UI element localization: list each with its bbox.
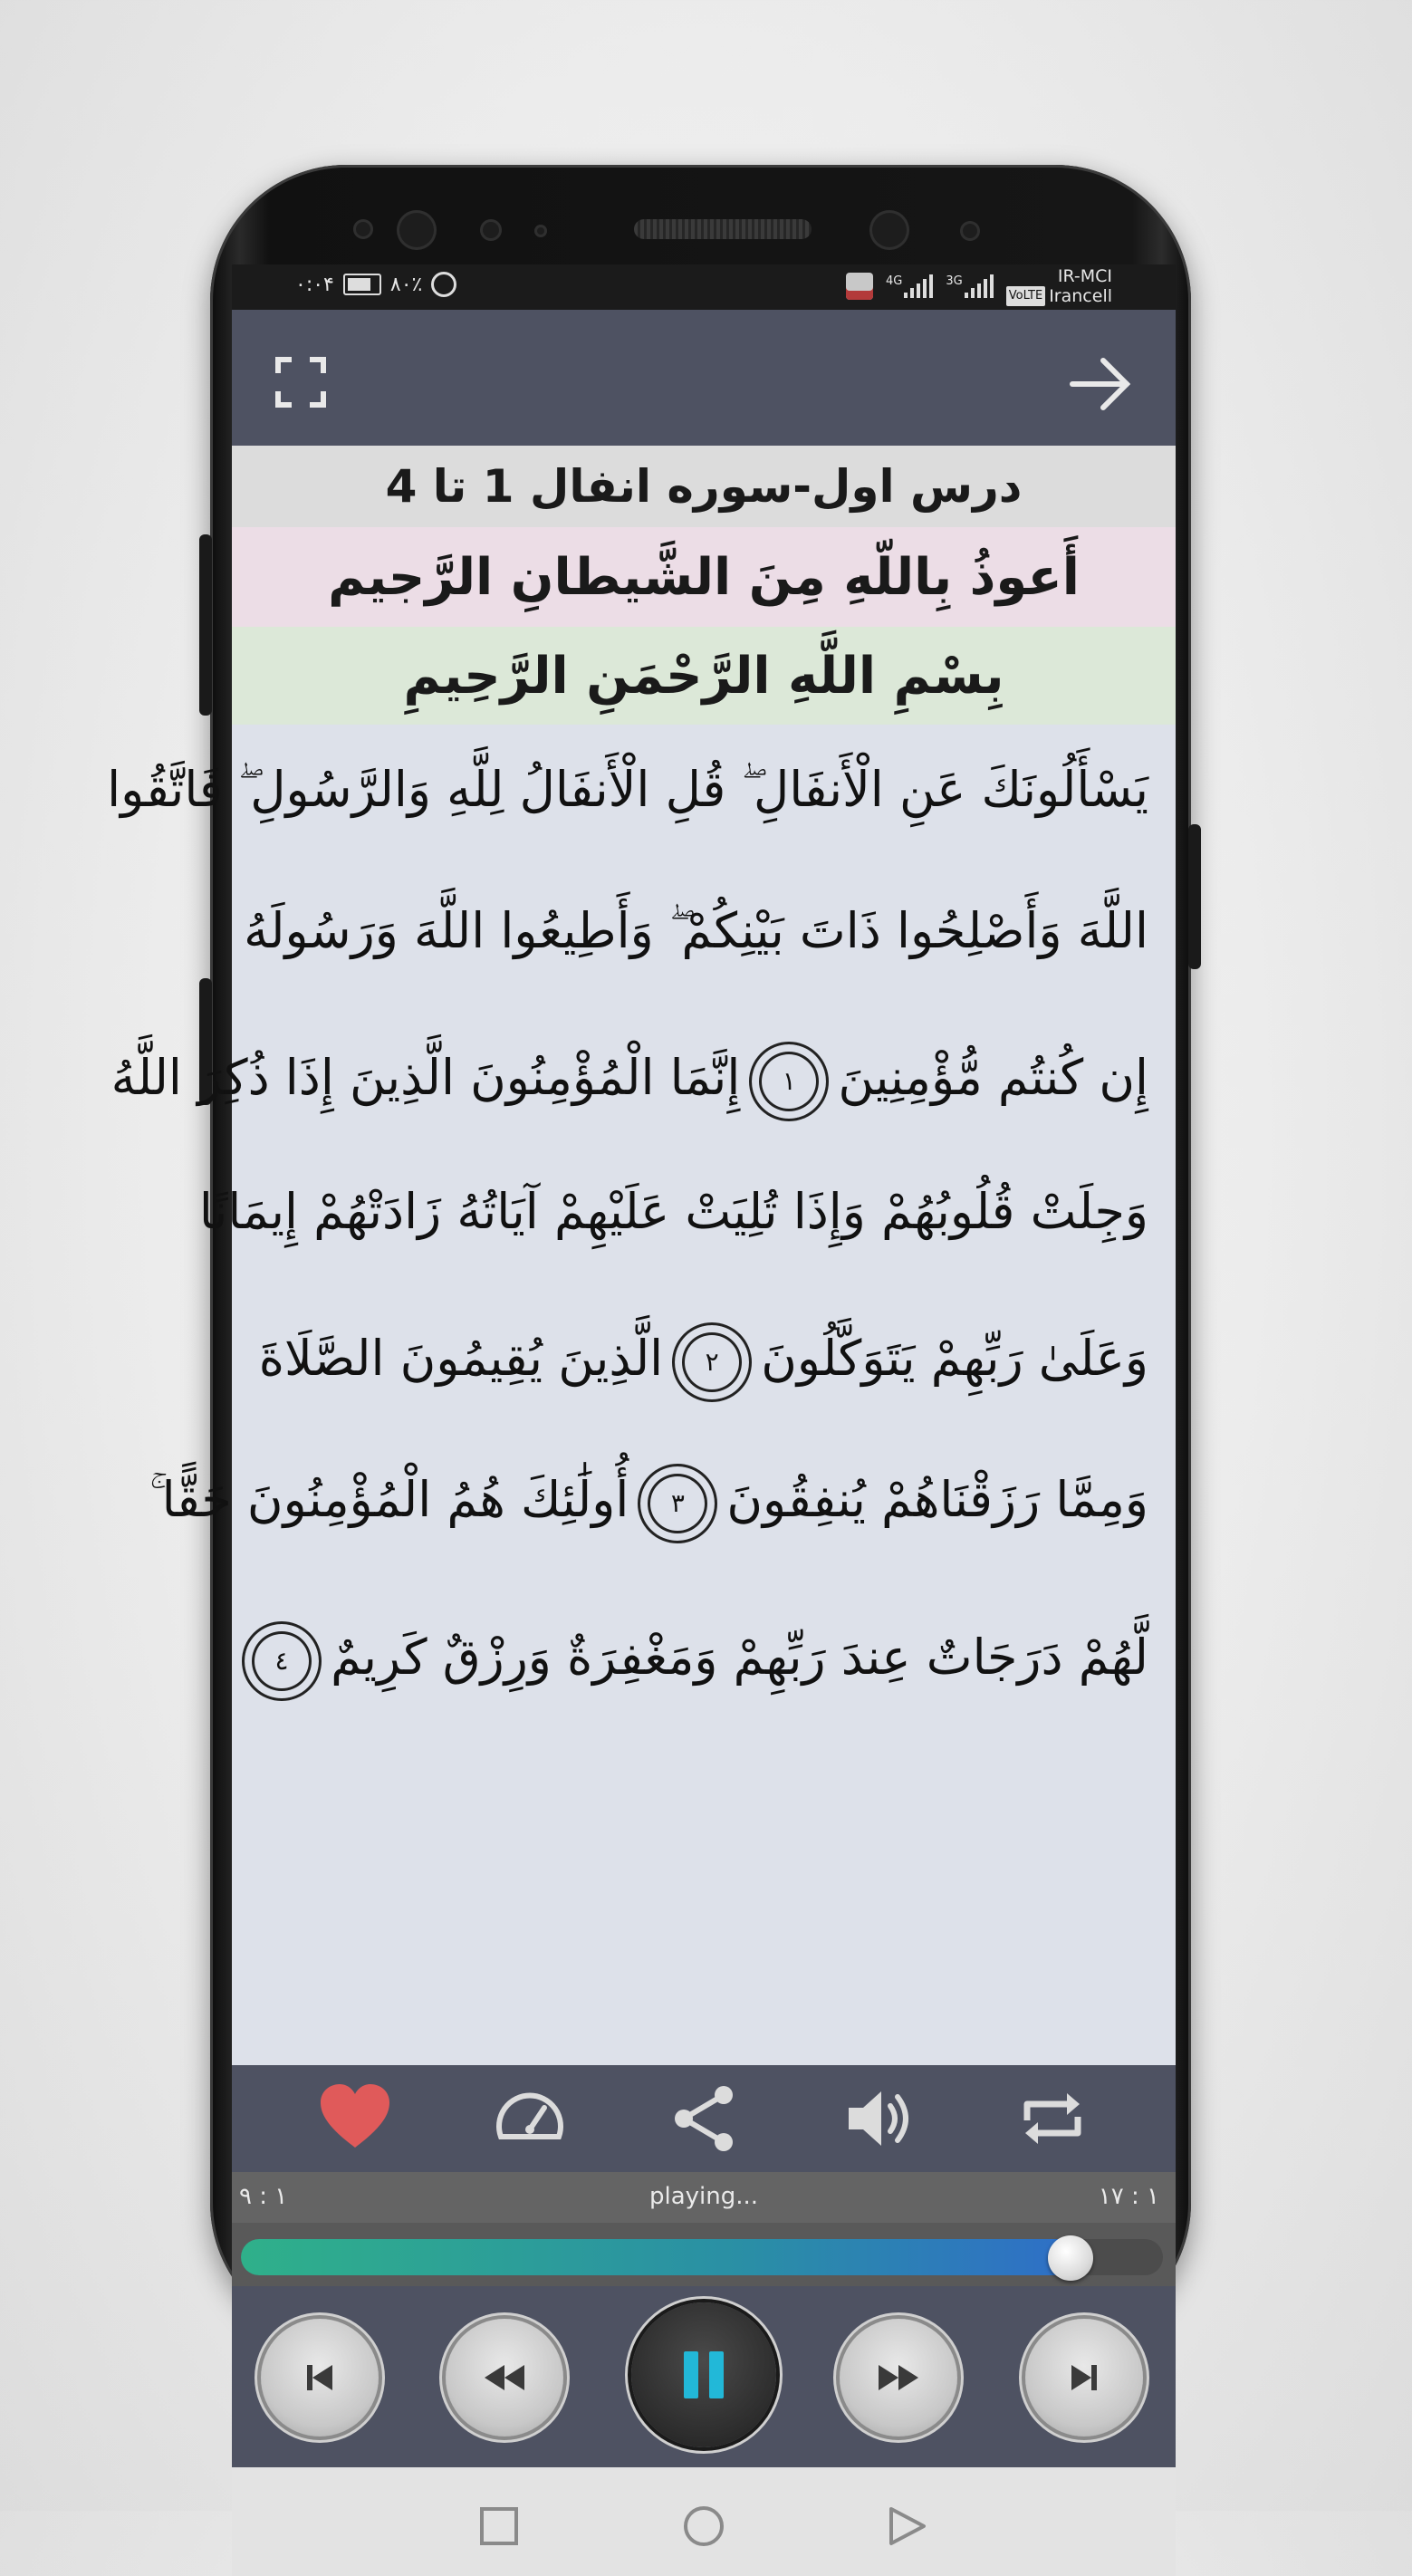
signal-3g [946,274,993,298]
top-toolbar [232,310,1176,446]
player-controls [232,2286,1176,2467]
ayah-marker: ٢ [672,1322,752,1402]
pause-button[interactable] [631,2302,776,2447]
android-nav-bar [232,2467,1176,2576]
progress-thumb[interactable] [1048,2235,1093,2281]
elapsed-time: ١ : ٩ [239,2183,288,2210]
sensor-dot [353,219,373,239]
signal-bars-icon [965,274,994,298]
timeline [232,2172,1176,2223]
network-4g-label: 4G [886,274,903,288]
status-bar [232,264,1176,310]
progress-track[interactable] [241,2239,1163,2275]
status-left [295,272,456,297]
verse-line [259,1621,1148,1703]
power-button [1188,824,1201,969]
verse-text: وَمِمَّا رَزَقْنَاهُمْ يُنفِقُونَ [726,1471,1148,1528]
ayah-marker: ١ [749,1042,829,1121]
signal-4g [886,274,933,298]
volte-badge: VoLTE [1006,286,1045,306]
basmala: بِسْمِ اللَّهِ الرَّحْمَنِ الرَّحِيمِ [232,627,1176,725]
skip-previous-icon [300,2358,340,2398]
repeat-icon[interactable] [1014,2081,1090,2157]
signal-bars-icon [904,274,933,298]
share-icon[interactable] [666,2081,742,2157]
carrier-top: IR-MCI [1057,266,1112,286]
verse-line [149,1464,1148,1545]
battery-percent: ۸۰٪ [389,273,423,296]
progress-fill [241,2239,1071,2275]
verse-line: اللَّهَ وَأَصْلِحُوا ذَاتَ بَيْنِكُمْ ۖ وَأَطِيعُوا اللَّهَ وَرَسُولَهُ [244,902,1148,959]
verse-text: وَعَلَىٰ رَبِّهِمْ يَتَوَكَّلُونَ [761,1330,1148,1387]
verse-line: وَجِلَتْ قُلُوبُهُمْ وَإِذَا تُلِيَتْ عَلَيْهِمْ آيَاتُهُ زَادَتْهُمْ إِيمَانًا [198,1183,1148,1240]
fast-forward-button[interactable] [840,2319,957,2437]
iris-sensor-dot [960,221,980,241]
heart-icon[interactable] [317,2081,393,2157]
fast-forward-icon [873,2358,924,2398]
total-time: ١ : ١٧ [1098,2183,1159,2210]
network-3g-label: 3G [946,274,963,288]
verse-line [259,1322,1148,1404]
verse-line: يَسْأَلُونَكَ عَنِ الْأَنفَالِ ۖ قُلِ الْأَنفَالُ لِلَّهِ وَالرَّسُولِ ۖ فَاتَّقُوا [107,761,1148,818]
verse-text: أُولَٰئِكَ هُمُ الْمُؤْمِنُونَ حَقًّا ۚ [149,1471,629,1528]
alarm-icon [431,272,456,297]
progress-bar[interactable] [232,2223,1176,2286]
carrier-info [1006,266,1112,306]
sensor-dot [534,225,547,237]
verse-line [110,1042,1148,1123]
skip-previous-button[interactable] [261,2319,379,2437]
status-right [846,266,1112,306]
front-camera-icon [397,210,437,250]
carrier-bottom: Irancell [1049,286,1112,306]
volume-icon[interactable] [840,2081,916,2157]
rewind-icon [479,2358,530,2398]
battery-icon [343,274,381,295]
lesson-title: درس اول-سوره انفال 1 تا 4 [232,446,1176,527]
skip-next-button[interactable] [1025,2319,1143,2437]
app-notification-icon [846,273,873,300]
speed-gauge-icon[interactable] [492,2081,568,2157]
volume-button [199,534,212,716]
iris-camera-icon [869,210,909,250]
action-controls [232,2065,1176,2172]
playback-status: playing... [648,2183,759,2210]
ayah-marker: ٤ [242,1621,322,1701]
verse-text: إِنَّمَا الْمُؤْمِنُونَ الَّذِينَ إِذَا ذُكِرَ اللَّهُ [110,1049,741,1106]
rewind-button[interactable] [446,2319,563,2437]
arrow-right-icon[interactable] [1069,357,1132,411]
verse-text: لَّهُمْ دَرَجَاتٌ عِندَ رَبِّهِمْ وَمَغْفِرَةٌ وَرِزْقٌ كَرِيمٌ [331,1629,1148,1686]
sensor-dot [480,219,502,241]
pause-icon [678,2348,729,2402]
home-circle-icon[interactable] [681,2504,726,2549]
verse-text: الَّذِينَ يُقِيمُونَ الصَّلَاةَ [258,1330,664,1387]
skip-next-icon [1064,2358,1104,2398]
verses-panel [107,725,1176,2065]
clock: ۰:۰۴ [295,273,334,296]
screen [107,264,1176,2290]
fullscreen-icon[interactable] [275,357,326,408]
back-triangle-icon[interactable] [884,2504,929,2549]
istiadha: أَعوذُ بِاللّهِ مِنَ الشَّيطانِ الرَّجيم [232,527,1176,627]
recents-square-icon[interactable] [476,2504,522,2549]
ayah-marker: ٣ [638,1464,717,1543]
earpiece-speaker [634,219,812,239]
verse-text: إِن كُنتُم مُّؤْمِنِينَ [838,1049,1148,1106]
